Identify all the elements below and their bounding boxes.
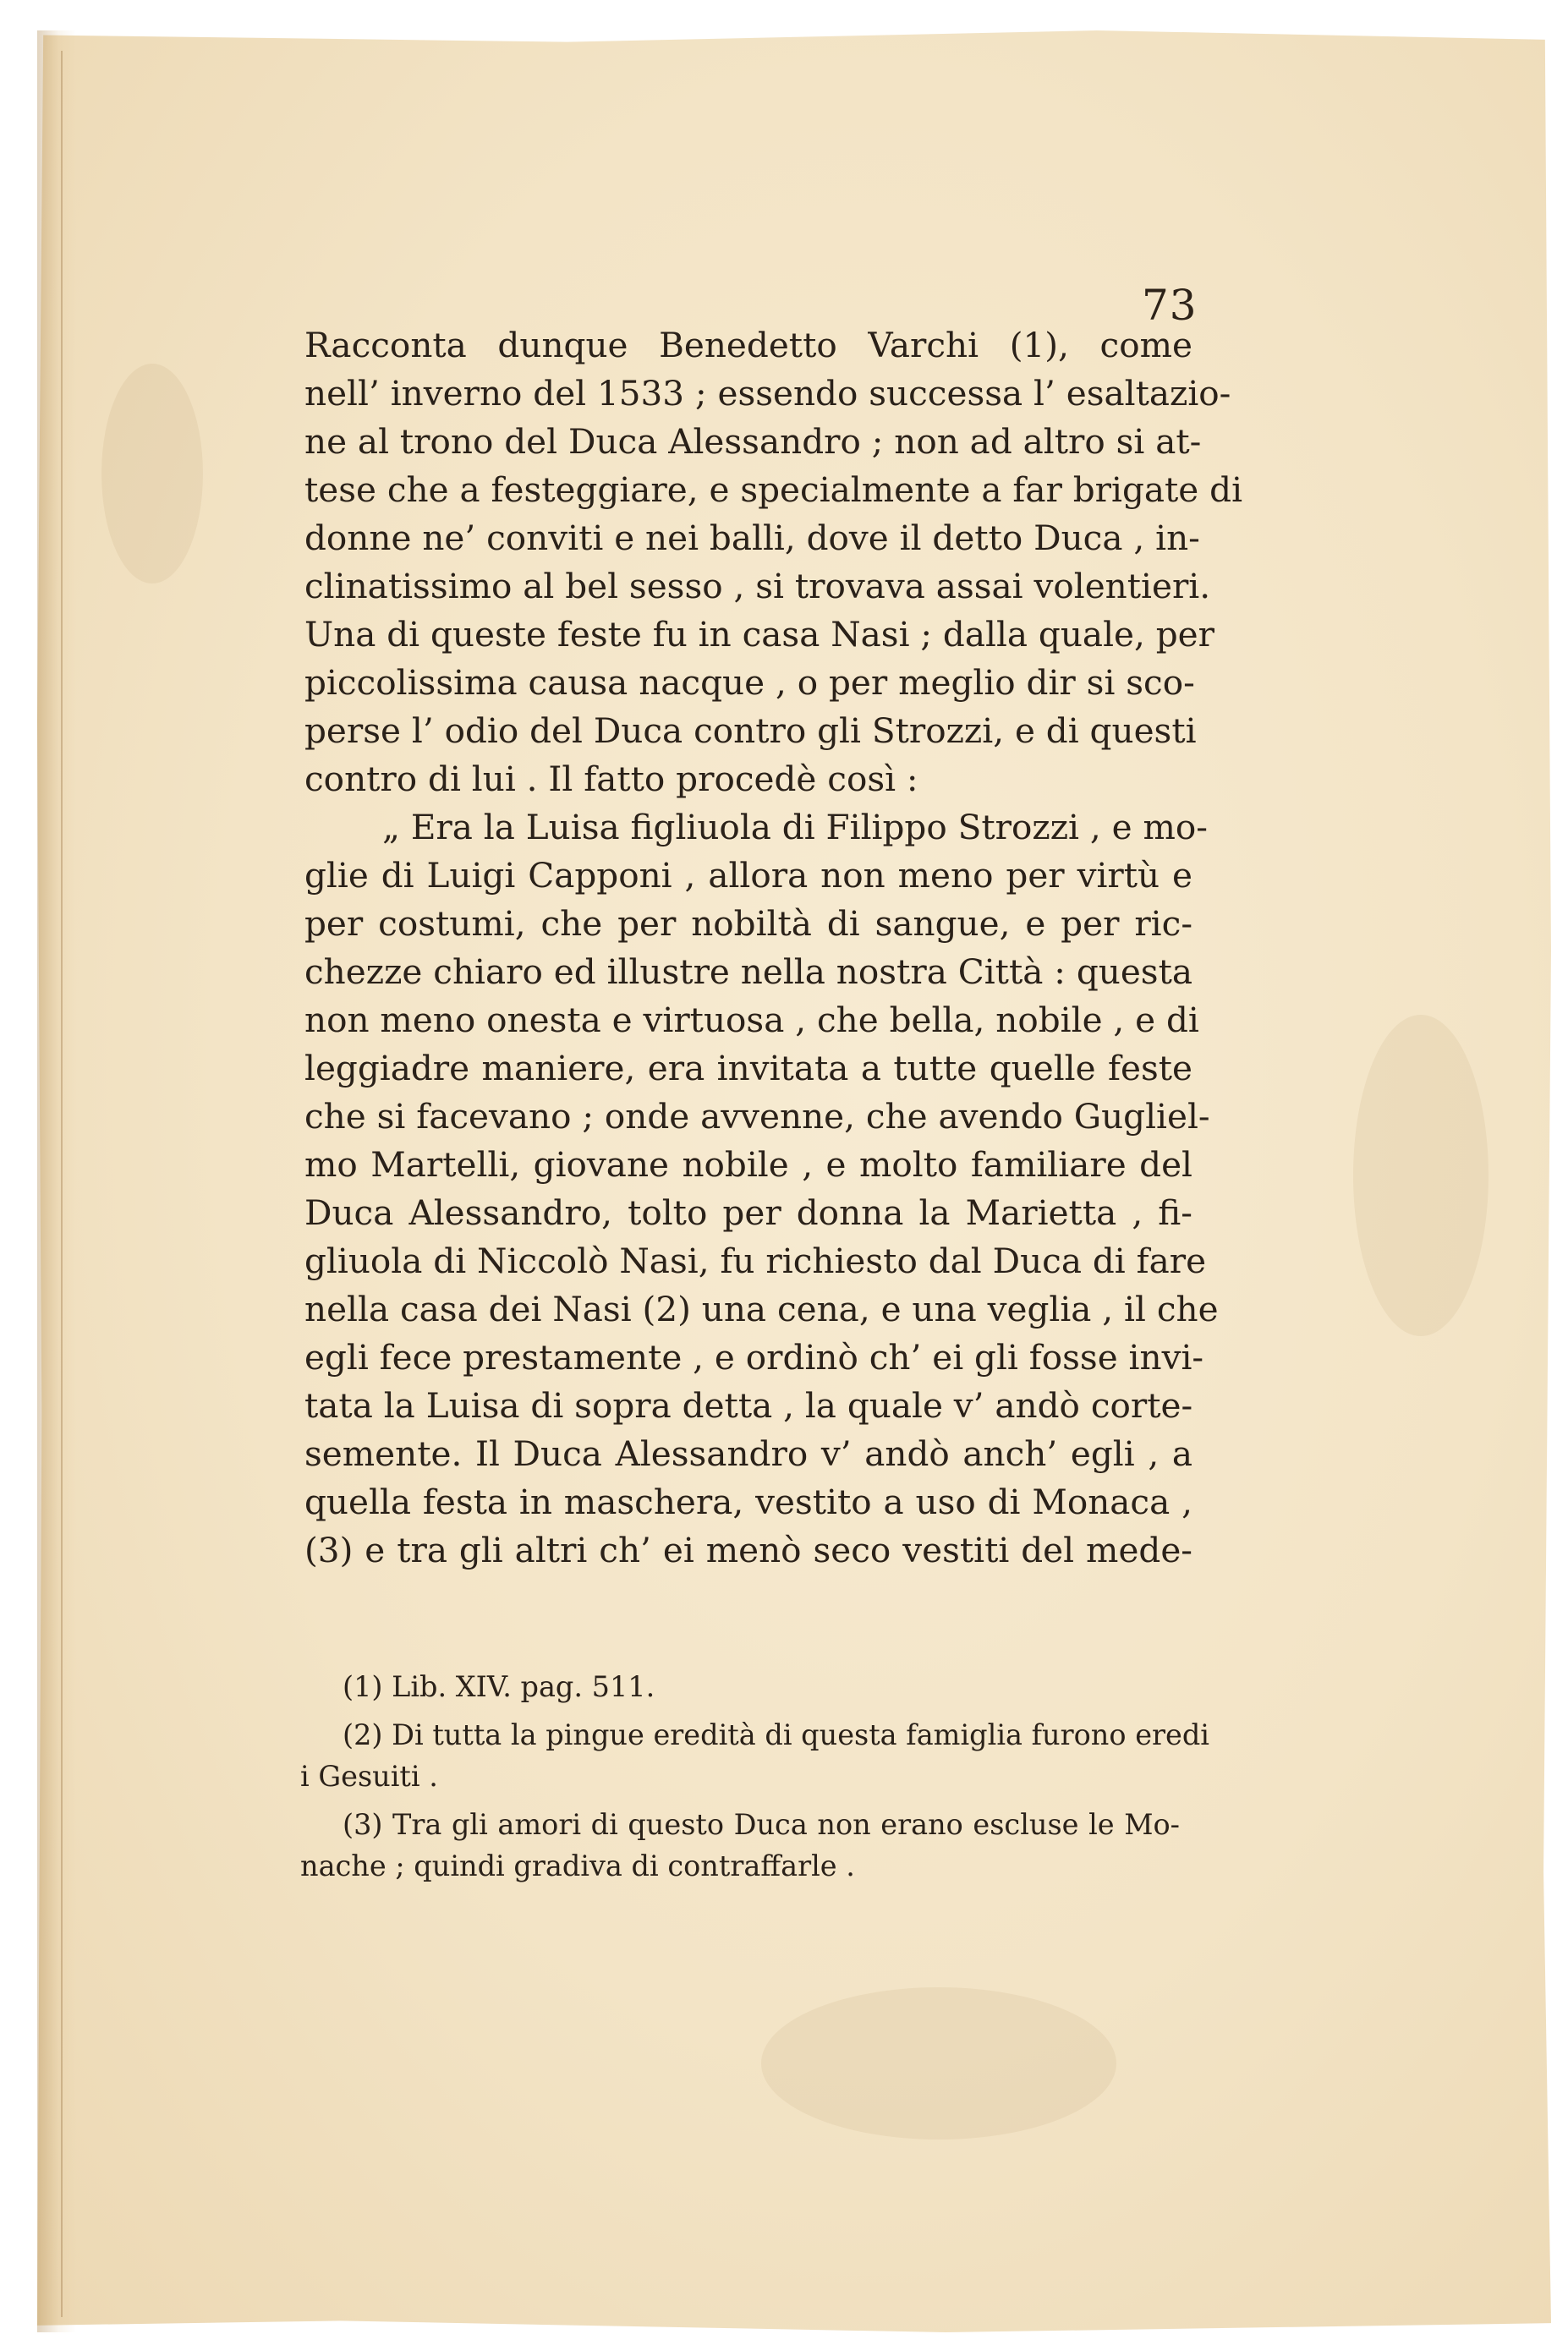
text-line: semente. Il Duca Alessandro v’ andò anch’ egli , a [304, 1433, 1192, 1474]
text-line: mo Martelli, giovane nobile , e molto familiare del [304, 1144, 1192, 1185]
text-line: che si facevano ; onde avvenne, che avendo Gugliel- [304, 1096, 1210, 1137]
text-line: clinatissimo al bel sesso , si trovava assai volentieri. [304, 566, 1211, 606]
text-line: gliuola di Niccolò Nasi, fu richiesto dal Duca di fare [304, 1241, 1207, 1281]
text-line: Duca Alessandro, tolto per donna la Marietta , fi- [304, 1192, 1192, 1233]
text-line: nella casa dei Nasi (2) una cena, e una veglia , il che [304, 1289, 1219, 1329]
text-line: per costumi, che per nobiltà di sangue, e per ric- [304, 903, 1192, 944]
text-line: Racconta dunque Benedetto Varchi (1), come [304, 325, 1192, 365]
text-line: „ Era la Luisa figliuola di Filippo Strozzi , e mo- [382, 807, 1208, 847]
text-line: perse l’ odio del Duca contro gli Strozzi, e di questi [304, 710, 1197, 751]
text-line: (3) e tra gli altri ch’ ei menò seco vestiti del mede- [304, 1530, 1192, 1570]
text-line: egli fece prestamente , e ordinò ch’ ei gli fosse invi- [304, 1337, 1204, 1378]
text-line: donne ne’ conviti e nei balli, dove il detto Duca , in- [304, 518, 1200, 558]
fold-crease [61, 51, 63, 2317]
body-text [304, 321, 1243, 1575]
text-line: tese che a festeggiare, e specialmente a far brigate di [304, 469, 1243, 510]
text-line: piccolissima causa nacque , o per meglio dir si sco- [304, 662, 1195, 703]
footnote-2: (2) Di tutta la pingue eredità di questa famiglia furono eredi [343, 1718, 1210, 1751]
footnote-3-continued: nache ; quindi gradiva di contraffarle . [300, 1849, 855, 1882]
text-line: quella festa in maschera, vestito a uso di Monaca , [304, 1482, 1192, 1522]
text-line: glie di Luigi Capponi , allora non meno per virtù e [304, 855, 1192, 896]
text-line: leggiadre maniere, era invitata a tutte quelle feste [304, 1048, 1192, 1088]
paper-stain [1353, 1015, 1489, 1336]
text-line: tata la Luisa di sopra detta , la quale v’ andò corte- [304, 1385, 1193, 1426]
paper-stain [101, 364, 203, 584]
paper-stain [761, 1987, 1116, 2140]
footnote-3: (3) Tra gli amori di questo Duca non erano escluse le Mo- [343, 1808, 1180, 1841]
text-line: non meno onesta e virtuosa , che bella, nobile , e di [304, 1000, 1199, 1040]
text-line: contro di lui . Il fatto procedè così : [304, 759, 918, 799]
text-line: chezze chiaro ed illustre nella nostra Città : questa [304, 951, 1192, 992]
footnotes [300, 1666, 1210, 1887]
text-line: ne al trono del Duca Alessandro ; non ad altro si at- [304, 421, 1202, 462]
footnote-1: (1) Lib. XIV. pag. 511. [343, 1670, 655, 1703]
page-number: 73 [1142, 281, 1198, 330]
text-line: nell’ inverno del 1533 ; essendo successa l’ esaltazio- [304, 373, 1231, 414]
text-line: Una di queste feste fu in casa Nasi ; dalla quale, per [304, 614, 1214, 655]
footnote-2-continued: i Gesuiti . [300, 1760, 438, 1793]
binding-edge [37, 30, 76, 2332]
